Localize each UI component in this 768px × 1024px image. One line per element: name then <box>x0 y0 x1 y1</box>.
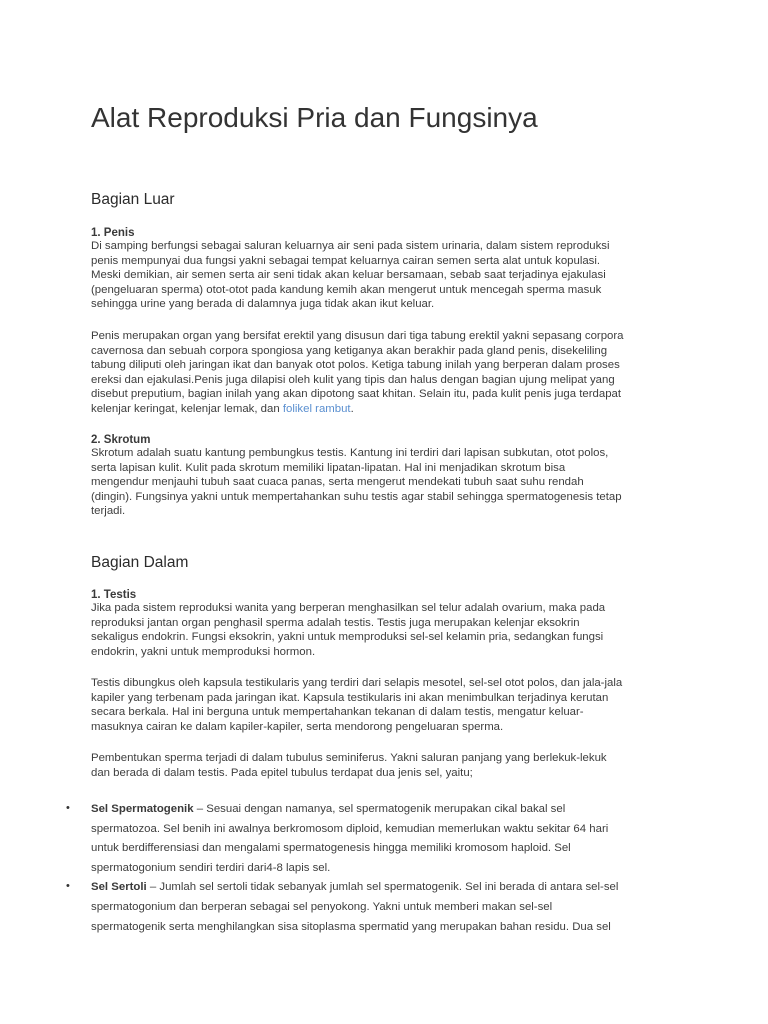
text-line: mengendur menjauhi tubuh saat cuaca panas, serta mengerut mendekati tubuh saat suhu rendah <box>91 476 584 489</box>
text-segment: . <box>350 402 354 415</box>
text-line: reproduksi jantan organ penghasil sperma adalah testis. Testis juga merupakan kelenjar eksokrin <box>91 616 580 629</box>
text-segment: – Sesuai dengan namanya, sel spermatogenik merupakan cikal bakal sel <box>193 803 566 815</box>
paragraph-testis-3 <box>91 751 691 780</box>
text-line: Di samping berfungsi sebagai saluran keluarnya air seni pada sistem urinaria, dalam sistem reproduksi <box>91 240 610 252</box>
text-line: Skrotum adalah suatu kantung pembungkus testis. Kantung ini terdiri dari lapisan subkutan, otot polos, <box>91 447 609 459</box>
text-line: Jika pada sistem reproduksi wanita yang berperan menghasilkan sel telur adalah ovarium, maka pada <box>91 602 606 614</box>
text-line: penis mempunyai dua fungsi yakni sebagai tempat keluarnya cairan semen serta alat untuk kopulasi. <box>91 254 601 267</box>
folikel-rambut-link[interactable]: folikel rambut <box>282 402 351 415</box>
text-line: sehingga urine yang berada di dalamnya juga tidak akan ikut keluar. <box>91 298 435 311</box>
subheading-skrotum: 2. Skrotum <box>91 434 151 446</box>
text-line: Testis dibungkus oleh kapsula testikularis yang terdiri dari selapis mesotel, sel-sel otot polos, dan jala-jala <box>91 677 623 689</box>
text-line: (pengeluaran sperma) otot-otot pada kandung kemih akan mengerut untuk mencegah sperma masuk <box>91 283 602 296</box>
text-line: tabung diliputi oleh jaringan ikat dan banyak otot polos. Ketiga tabung inilah yang berperan dalam proses <box>91 359 620 372</box>
text-line: secara berkala. Hal ini berguna untuk mempertahankan tekanan di dalam testis, mengatur keluar- <box>91 706 584 719</box>
text-line: sekaligus endokrin. Fungsi eksokrin, yakni untuk memproduksi sel-sel kelamin pria, sedangkan fungsi <box>91 631 604 644</box>
bullet-icon: • <box>66 880 70 893</box>
text-line: untuk berdifferensiasi dan mengalami spermatogenesis hingga memiliki kromosom haploid. Sel <box>91 842 571 855</box>
text-line: dan berada di dalam testis. Pada epitel tubulus terdapat dua jenis sel, yaitu; <box>91 766 473 779</box>
list-item-sel-spermatogenik <box>60 800 700 878</box>
subheading-penis: 1. Penis <box>91 227 135 239</box>
subheading-testis: 1. Testis <box>91 589 137 601</box>
text-line: kapiler yang terbenam pada jaringan ikat. Kapsula testikularis ini akan menimbulkan terjadinya kerutan <box>91 691 609 704</box>
text-line: terjadi. <box>91 505 126 518</box>
cell-type-list <box>60 800 700 937</box>
bullet-icon: • <box>66 802 70 814</box>
text-line: disebut preputium, bagian inilah yang akan dipotong saat khitan. Selain itu, pada kulit penis juga terdapat <box>91 388 622 401</box>
section-heading-bagian-luar: Bagian Luar <box>91 191 175 208</box>
text-line: serta lapisan kulit. Kulit pada skrotum memiliki lipatan-lipatan. Hal ini menjadikan skrotum bisa <box>91 461 566 474</box>
paragraph-penis-1 <box>91 239 691 312</box>
term-sel-spermatogenik: Sel Spermatogenik <box>91 803 194 815</box>
text-line <box>91 402 691 417</box>
text-segment: kelenjar keringat, kelenjar lemak, dan <box>91 402 283 415</box>
text-line <box>91 878 700 898</box>
text-line: spermatogonium sendiri terdiri dari4-8 lapis sel. <box>91 861 331 874</box>
paragraph-skrotum <box>91 446 691 519</box>
text-line <box>91 800 700 820</box>
text-line: Meski demikian, air semen serta air seni tidak akan keluar bersamaan, sebab saat terjadinya ejakulasi <box>91 269 606 282</box>
paragraph-testis-1 <box>91 601 691 659</box>
term-sel-sertoli: Sel Sertoli <box>91 881 147 894</box>
text-line: Pembentukan sperma terjadi di dalam tubulus seminiferus. Yakni saluran panjang yang berlekuk-lekuk <box>91 752 607 764</box>
paragraph-penis-2 <box>91 329 691 417</box>
text-line: spermatogonium dan berperan sebagai sel penyokong. Yakni untuk memberi makan sel-sel <box>91 900 553 913</box>
text-line: (dingin). Fungsinya yakni untuk mempertahankan suhu testis agar stabil sehingga spermatogenesis tetap <box>91 490 622 503</box>
list-item-sel-sertoli <box>60 878 700 937</box>
text-line: masuknya cairan ke dalam kapiler-kapiler, serta mendorong pengeluaran sperma. <box>91 720 504 733</box>
text-line: spermatogenik serta menghilangkan sisa sitoplasma spermatid yang merupakan bahan residu. Dua sel <box>91 920 611 933</box>
text-line: ereksi dan ejakulasi.Penis juga dilapisi oleh kulit yang tipis dan halus dengan bagian ujung melipat yang <box>91 373 615 386</box>
paragraph-testis-2 <box>91 676 691 734</box>
text-segment: – Jumlah sel sertoli tidak sebanyak jumlah sel spermatogenik. Sel ini berada di antara sel-sel <box>146 881 619 894</box>
text-line: Penis merupakan organ yang bersifat erektil yang disusun dari tiga tabung erektil yakni sepasang corpora <box>91 330 624 342</box>
text-line: endokrin, yakni untuk memproduksi hormon. <box>91 645 316 658</box>
page-title: Alat Reproduksi Pria dan Fungsinya <box>91 102 538 133</box>
text-line: spermatozoa. Sel benih ini awalnya berkromosom diploid, kemudian memerlukan waktu sekitar 64 hari <box>91 822 609 835</box>
section-heading-bagian-dalam: Bagian Dalam <box>91 554 189 571</box>
text-line: cavernosa dan sebuah corpora spongiosa yang ketiganya akan berakhir pada gland penis, disekeliling <box>91 344 608 357</box>
